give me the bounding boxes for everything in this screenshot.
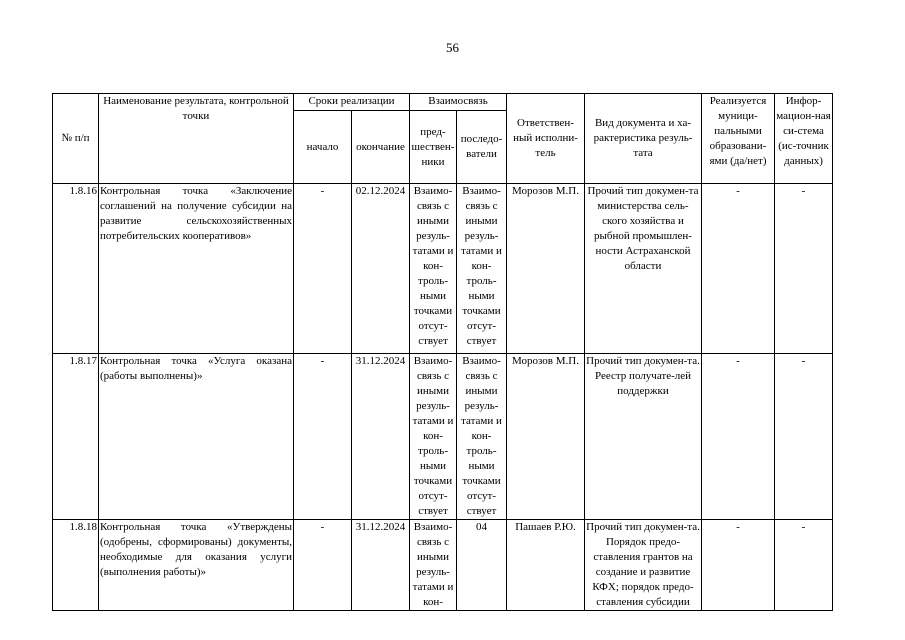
- page-number: 56: [446, 40, 459, 55]
- header-name: Наименование результата, контрольной точки: [99, 94, 294, 184]
- row-start: -: [294, 354, 352, 520]
- row-doc-type: Прочий тип докумен-та министерства сель-ского хозяйства и рыбной промышлен-ности Астраханской области: [585, 184, 702, 354]
- row-predecessors: Взаимо-связь с иными резуль-татами и кон-: [410, 520, 457, 611]
- table-row: [53, 520, 833, 611]
- header-row-top: [53, 94, 833, 111]
- table-row: [53, 354, 833, 520]
- row-num: 1.8.18: [53, 520, 99, 611]
- row-doc-type: Прочий тип докумен-та. Порядок предо-ставления грантов на создание и развитие КФХ; порядок предо-ставления субсидии: [585, 520, 702, 611]
- row-info-system: -: [775, 520, 833, 611]
- table-row: [53, 184, 833, 354]
- row-predecessors: Взаимо-связь с иными резуль-татами и кон-троль-ными точками отсут-ствует: [410, 184, 457, 354]
- row-num: 1.8.17: [53, 354, 99, 520]
- row-doc-type: Прочий тип докумен-та. Реестр получате-лей поддержки: [585, 354, 702, 520]
- header-links: Взаимосвязь: [410, 94, 507, 111]
- header-successors: последо-ватели: [457, 111, 507, 184]
- row-start: -: [294, 184, 352, 354]
- row-end: 31.12.2024: [352, 354, 410, 520]
- row-start: -: [294, 520, 352, 611]
- row-info-system: -: [775, 354, 833, 520]
- row-name: Контрольная точка «Заключение соглашений на получение субсидии на развитие сельскохозяйственных потребительских кооперативов»: [99, 184, 294, 354]
- row-num: 1.8.16: [53, 184, 99, 354]
- row-municipal: -: [702, 520, 775, 611]
- results-table: [52, 93, 833, 611]
- header-predecessors: пред-шествен-ники: [410, 111, 457, 184]
- row-successors: Взаимо-связь с иными резуль-татами и кон-троль-ными точками отсут-ствует: [457, 354, 507, 520]
- header-doc-type: Вид документа и ха-рактеристика резуль-тата: [585, 94, 702, 184]
- row-municipal: -: [702, 354, 775, 520]
- row-responsible: Морозов М.П.: [507, 354, 585, 520]
- row-info-system: -: [775, 184, 833, 354]
- header-start: начало: [294, 111, 352, 184]
- row-end: 31.12.2024: [352, 520, 410, 611]
- row-predecessors: Взаимо-связь с иными резуль-татами и кон-троль-ными точками отсут-ствует: [410, 354, 457, 520]
- row-end: 02.12.2024: [352, 184, 410, 354]
- header-municipal: Реализуется муници-пальными образовани-ями (да/нет): [702, 94, 775, 184]
- header-dates: Сроки реализации: [294, 94, 410, 111]
- header-end: окончание: [352, 111, 410, 184]
- header-num: № п/п: [53, 94, 99, 184]
- row-name: Контрольная точка «Утверждены (одобрены, сформированы) документы, необходимые для оказания услуги (выполнения работы)»: [99, 520, 294, 611]
- row-municipal: -: [702, 184, 775, 354]
- row-responsible: Морозов М.П.: [507, 184, 585, 354]
- row-successors: Взаимо-связь с иными резуль-татами и кон-троль-ными точками отсут-ствует: [457, 184, 507, 354]
- row-successors: 04: [457, 520, 507, 611]
- row-name: Контрольная точка «Услуга оказана (работы выполнены)»: [99, 354, 294, 520]
- row-responsible: Пашаев Р.Ю.: [507, 520, 585, 611]
- header-info-system: Инфор-мацион-ная си-стема (ис-точник данных): [775, 94, 833, 184]
- header-responsible: Ответствен-ный исполни-тель: [507, 94, 585, 184]
